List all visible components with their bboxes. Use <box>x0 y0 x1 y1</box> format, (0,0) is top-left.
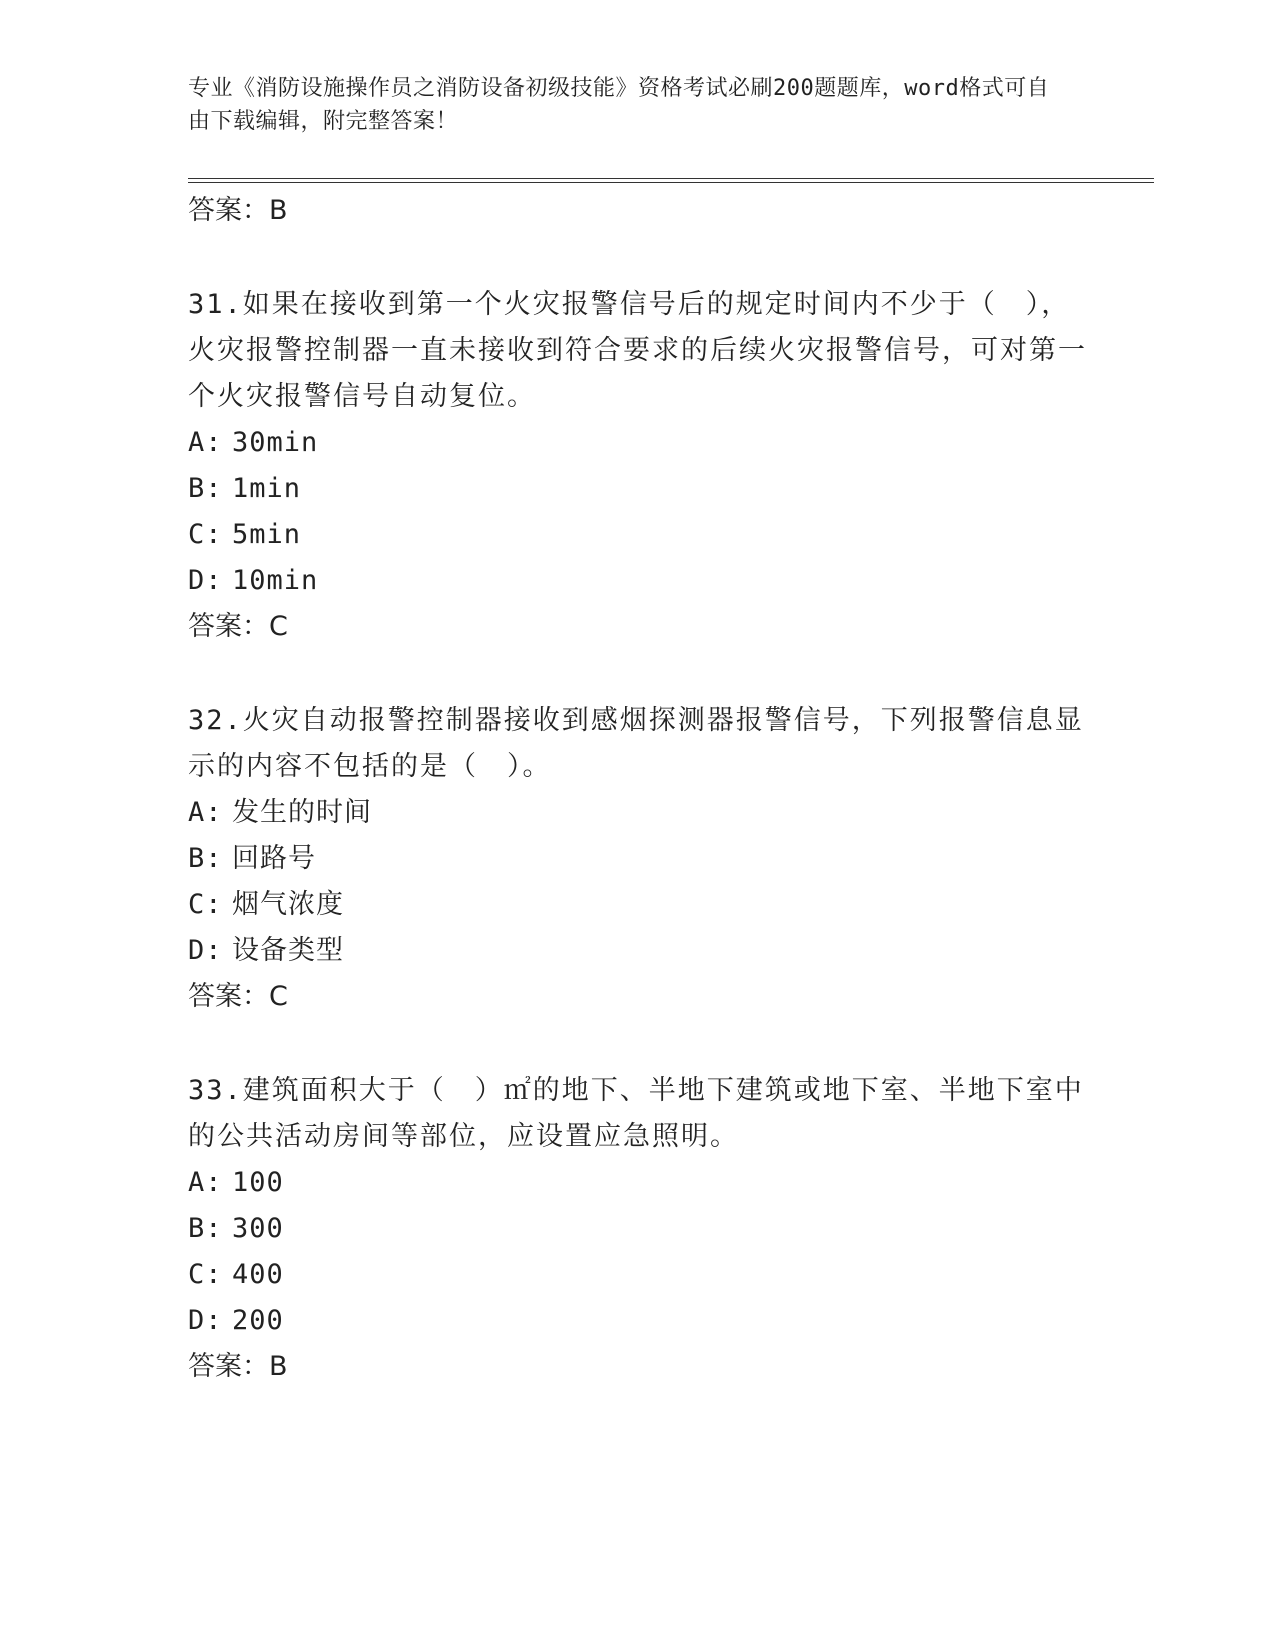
answer-line: 答案：C <box>188 981 288 1012</box>
option-c <box>188 882 1088 928</box>
option-text: 烟气浓度 <box>232 889 344 920</box>
previous-answer: 答案：B <box>188 195 288 226</box>
question-32 <box>188 698 1088 1020</box>
option-text: 200 <box>232 1305 284 1336</box>
option-letter: A: <box>188 1167 223 1198</box>
option-a <box>188 790 1088 836</box>
option-text: 回路号 <box>232 843 316 874</box>
header-divider-bottom <box>188 182 1154 183</box>
option-letter: B: <box>188 843 223 874</box>
option-d <box>188 558 1088 604</box>
option-letter: A: <box>188 427 223 458</box>
option-text: 10min <box>232 565 319 596</box>
option-letter: D: <box>188 565 223 596</box>
option-letter: C: <box>188 1259 223 1290</box>
option-b <box>188 836 1088 882</box>
option-text: 设备类型 <box>232 935 344 966</box>
question-31 <box>188 282 1088 650</box>
answer-line: 答案：C <box>188 611 288 642</box>
option-b <box>188 466 1088 512</box>
question-stem: 31.如果在接收到第一个火灾报警信号后的规定时间内不少于（ ），火灾报警控制器一直未接收到符合要求的后续火灾报警信号，可对第一个火灾报警信号自动复位。 <box>188 289 1087 412</box>
option-d <box>188 1298 1088 1344</box>
option-d <box>188 928 1088 974</box>
option-a <box>188 420 1088 466</box>
option-text: 30min <box>232 427 319 458</box>
question-stem: 33.建筑面积大于（ ）㎡的地下、半地下建筑或地下室、半地下室中的公共活动房间等部位，应设置应急照明。 <box>188 1075 1084 1152</box>
answer-line: 答案：B <box>188 1351 288 1382</box>
option-text: 400 <box>232 1259 284 1290</box>
option-c <box>188 512 1088 558</box>
question-33 <box>188 1068 1088 1390</box>
option-letter: B: <box>188 473 223 504</box>
question-list <box>188 188 1088 1390</box>
option-letter: A: <box>188 797 223 828</box>
option-letter: C: <box>188 519 223 550</box>
option-text: 1min <box>232 473 302 504</box>
option-c <box>188 1252 1088 1298</box>
option-text: 5min <box>232 519 302 550</box>
question-stem: 32.火灾自动报警控制器接收到感烟探测器报警信号，下列报警信息显示的内容不包括的是（ ）。 <box>188 705 1084 782</box>
option-a <box>188 1160 1088 1206</box>
option-text: 100 <box>232 1167 284 1198</box>
header-divider-top <box>188 178 1154 179</box>
option-letter: B: <box>188 1213 223 1244</box>
option-text: 发生的时间 <box>232 797 372 828</box>
option-letter: D: <box>188 935 223 966</box>
option-text: 300 <box>232 1213 284 1244</box>
option-letter: D: <box>188 1305 223 1336</box>
option-letter: C: <box>188 889 223 920</box>
option-b <box>188 1206 1088 1252</box>
page-header: 专业《消防设施操作员之消防设备初级技能》资格考试必刷200题题库，word格式可自由下载编辑，附完整答案！ <box>188 76 1050 134</box>
